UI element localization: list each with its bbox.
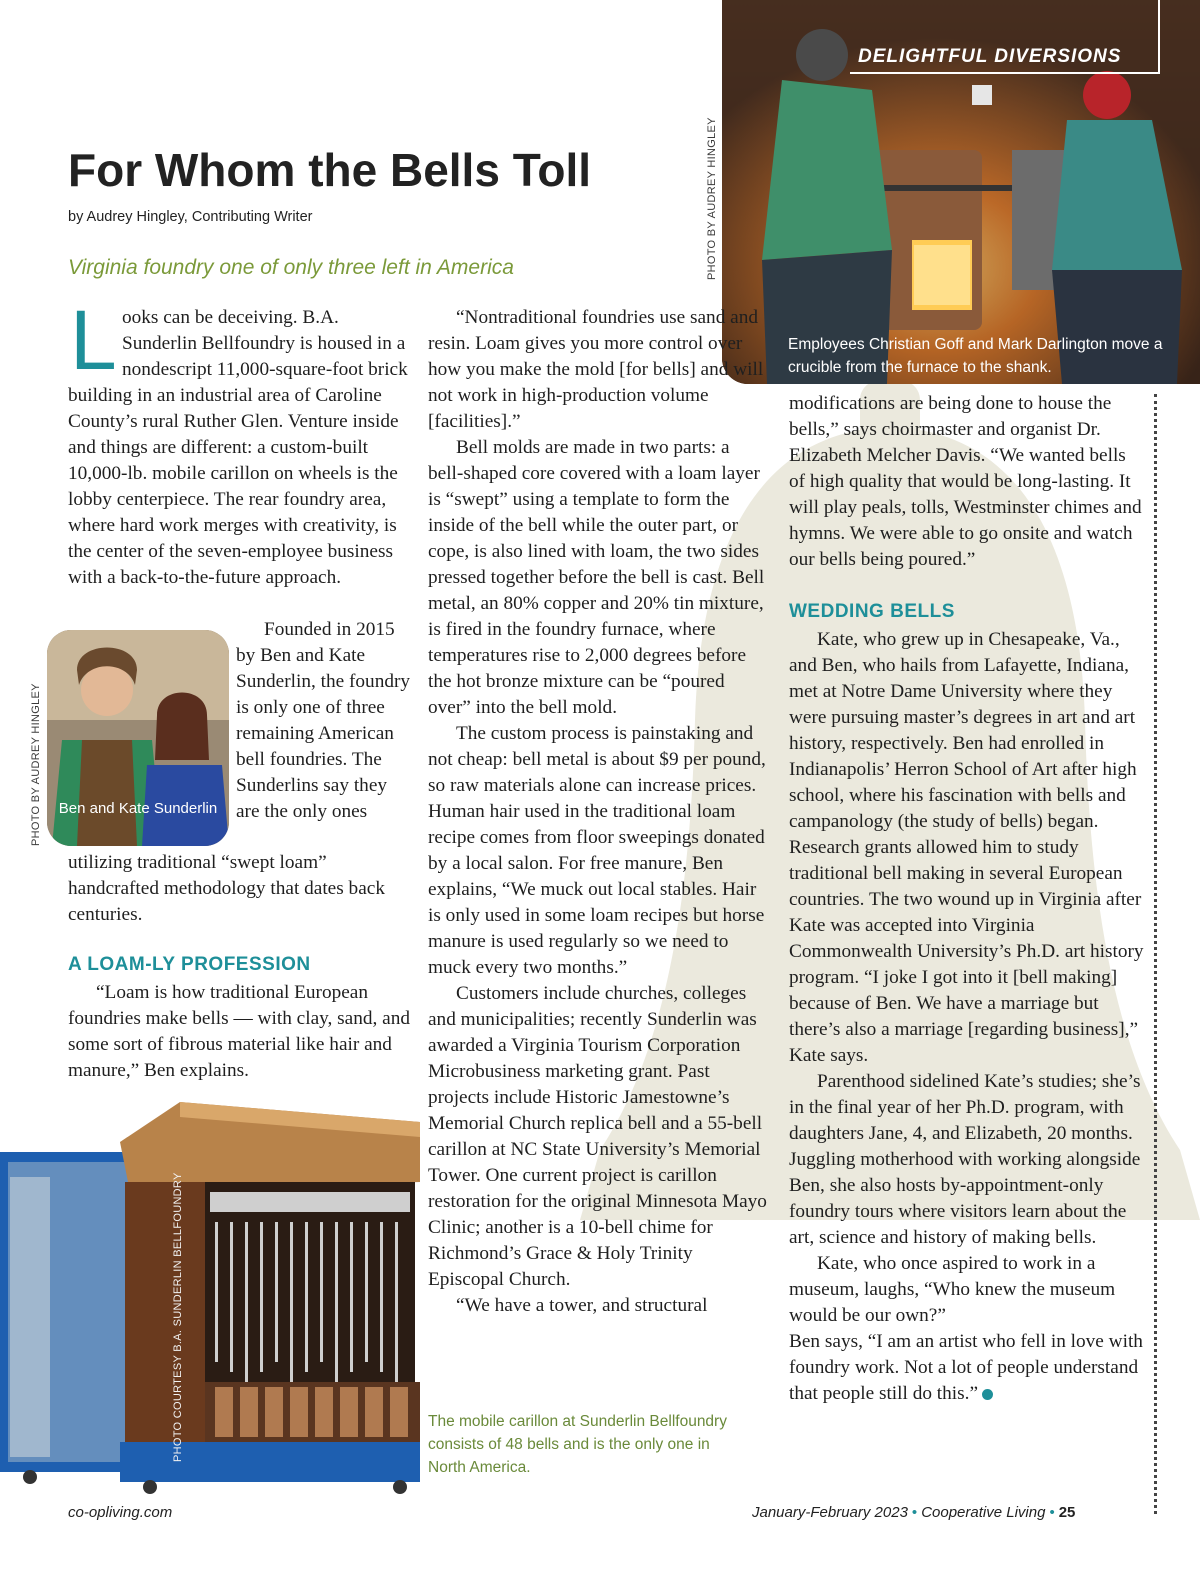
section-tag-rule-horizontal	[850, 72, 1160, 74]
end-mark-icon	[982, 1389, 993, 1400]
footer-bullet-icon: •	[1049, 1504, 1055, 1521]
col1-paragraph-founded: Founded in 2015 by Ben and Kate Sunderlin, the foundry is only one of three remaining American bell foundries. The Sunderlins say they are the only ones	[236, 619, 411, 822]
foundry-photo	[722, 0, 1200, 384]
headline-light: For Whom	[68, 144, 309, 196]
col2-paragraph-1: “Nontraditional foundries use sand and resin. Loam gives you more control over how you make the mold [for bells] and will not work in high-production volume [facilities].”	[428, 307, 764, 432]
footer-magazine: Cooperative Living	[921, 1504, 1046, 1521]
byline: by Audrey Hingley, Contributing Writer	[68, 209, 313, 225]
headline	[68, 143, 591, 197]
col2-paragraph-5: “We have a tower, and structural	[456, 1295, 708, 1316]
carillon-photo	[0, 1082, 420, 1502]
portrait-photo	[47, 630, 229, 846]
page-number: 25	[1058, 1504, 1076, 1521]
col3-paragraph-3: Parenthood sidelined Kate’s studies; she’s in the final year of her Ph.D. program, with daughters Jane, 4, and Elizabeth, 20 months. Juggling motherhood with working alongside Ben, she also hosts by-appointment-only foundry tours where visitors learn about the art, science and history of making bells.	[789, 1071, 1141, 1248]
footer-issue: January-February 2023	[752, 1504, 908, 1521]
column-dotted-rule	[1154, 394, 1157, 1514]
deck: Virginia foundry one of only three left in America	[68, 256, 514, 279]
col2-paragraph-2: Bell molds are made in two parts: a bell-shaped core covered with a loam layer is “swept” using a template to form the inside of the bell while the outer part, or cope, is also lined with loam, the two sides pressed together before the bell is cast. Bell metal, an 80% copper and 20% tin mixture, is fired in the foundry furnace, where temperatures rise to 2,000 degrees before the hot bronze mixture can be “poured over” into the bell mold.	[428, 437, 765, 718]
col1-lede-rest: building in an industrial area of Caroline County’s rural Ruther Glen. Venture inside and things are different: a custom-built 10,000-lb. mobile carillon on wheels is the lobby centerpiece. The rear foundry area, where hard work merges with creativity, is the center of the seven-employee business with a back-to-the-future approach.	[68, 385, 399, 588]
drop-cap: L	[70, 293, 117, 387]
footer-bullet-icon: •	[911, 1504, 918, 1521]
col3-paragraph-1: modifications are being done to house the bells,” says choirmaster and organist Dr. Elizabeth Melcher Davis. “We wanted bells of high quality that would be long-lasting. It will play peals, tolls, Westminster chimes and hymns. We were able to go onsite and watch our bells being poured.”	[789, 393, 1142, 570]
footer-website: co-opliving.com	[68, 1504, 173, 1521]
col1-lower	[68, 850, 412, 1084]
col1-lede-continued	[68, 383, 412, 591]
portrait-caption: Ben and Kate Sunderlin	[58, 800, 218, 817]
col2-paragraph-4: Customers include churches, colleges and municipalities; recently Sunderlin was awarded a Virginia Tourism Corporation Microbusiness marketing grant. Past projects include Historic Jamestowne’s Memorial Church replica bell and a 55-bell carillon at NC State University’s Memorial Tower. One current project is carillon restoration for the original Minnesota Mayo Clinic; another is a 10-bell chime for Richmond’s Grace & Holy Trinity Episcopal Church.	[428, 983, 767, 1290]
col1-wrap-text	[236, 617, 412, 825]
col1-paragraph-founded-continued: utilizing traditional “swept loam” handcrafted methodology that dates back centuries.	[68, 852, 385, 925]
col3-paragraph-4: Kate, who once aspired to work in a museum, laughs, “Who knew the museum would be our own?”	[789, 1253, 1116, 1326]
portrait-credit: PHOTO BY AUDREY HINGLEY	[30, 683, 42, 846]
col3-paragraph-2: Kate, who grew up in Chesapeake, Va., and Ben, who hails from Lafayette, Indiana, met at Notre Dame University where they were pursuing master’s degrees in art and art history, respectively. Ben had enrolled in Indianapolis’ Herron School of Art after high school, where his fascination with bells and campanology (the study of bells) began. Research grants allowed him to study traditional bell making in several European countries. The two wound up in Virginia after Kate was accepted into Virginia Commonwealth University’s Ph.D. art history program. “I joke I got into it [bell making] because of Ben. We have a marriage but there’s also a marriage [regarding business],” Kate says.	[789, 629, 1144, 1066]
carillon-caption: The mobile carillon at Sunderlin Bellfoundry consists of 48 bells and is the only one in North America.	[428, 1413, 727, 1476]
section-tag-rule-vertical	[1158, 0, 1160, 73]
col3-paragraph-5-text: Ben says, “I am an artist who fell in love with foundry work. Not a lot of people understand that people still do this.”	[789, 1331, 1143, 1404]
footer-folio	[752, 1504, 1075, 1521]
col1-lede-first-lines: ooks can be deceiving. B.A. Sunderlin Bellfoundry is housed in a nondescript 11,000-square-foot brick	[122, 307, 408, 380]
col3-paragraph-5	[789, 1329, 1145, 1407]
subhead-wedding: WEDDING BELLS	[789, 601, 955, 622]
section-tag: DELIGHTFUL DIVERSIONS	[858, 46, 1122, 67]
col1-lede-indented	[122, 305, 412, 383]
col1-paragraph-loam: “Loam is how traditional European foundries make bells — with clay, sand, and some sort of fibrous material like hair and manure,” Ben explains.	[68, 982, 410, 1081]
top-photo-credit: PHOTO BY AUDREY HINGLEY	[706, 117, 718, 280]
carillon-photo-credit: PHOTO COURTESY B.A. SUNDERLIN BELLFOUNDRY	[172, 1172, 184, 1462]
subhead-loam: A LOAM-LY PROFESSION	[68, 954, 311, 975]
col2-paragraph-3: The custom process is painstaking and not cheap: bell metal is about $9 per pound, so raw materials alone can increase prices. Human hair used in the traditional loam recipe comes from floor sweepings donated by a local salon. For free manure, Ben explains, “We muck out local stables. Hair is only used in some loam recipes but horse manure is used regularly so we need to muck every two months.”	[428, 723, 766, 978]
top-photo-caption: Employees Christian Goff and Mark Darlington move a crucible from the furnace to the shank.	[788, 336, 1163, 376]
col3	[789, 391, 1145, 1407]
headline-bold: the Bells Toll	[308, 144, 592, 196]
col2	[428, 305, 768, 1319]
